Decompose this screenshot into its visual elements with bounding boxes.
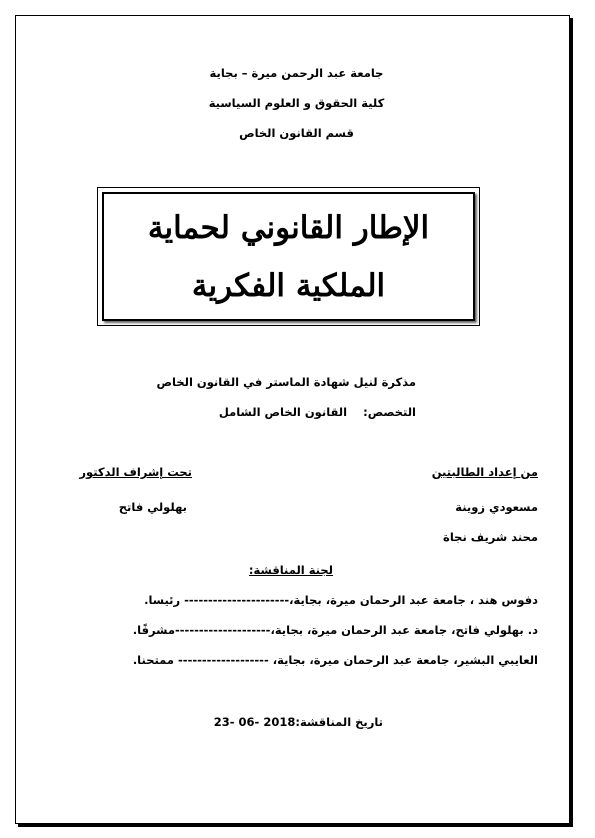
member-2-role: مشرفًا. — [132, 623, 175, 637]
student-name-1: مسعودي زوينة — [455, 500, 538, 514]
committee-member-3 — [133, 653, 538, 667]
degree-statement: مذكرة لنيل شهادة الماستر في القانون الخاص — [156, 375, 416, 389]
title-line-1: الإطار القانوني لحماية — [147, 210, 430, 246]
member-3-role: ممتحنا. — [132, 653, 175, 667]
member-3-dashes: ------------------- — [178, 653, 269, 667]
member-2-name: د. بهلولي فاتح، جامعة عبد الرحمان ميرة، بجاية، — [270, 623, 538, 637]
member-1-dashes: ---------------------- — [184, 593, 290, 607]
title-line-2: الملكية الفكرية — [191, 268, 386, 304]
defense-date-label: تاريخ المناقشة: — [295, 715, 383, 729]
member-1-role: رئيسا. — [144, 593, 181, 607]
member-2-dashes: -------------------- — [175, 623, 271, 637]
department-name: قسم القانون الخاص — [239, 126, 354, 140]
university-name: جامعة عبد الرحمن ميرة – بجاية — [209, 66, 384, 80]
student-name-2: محند شريف نجاة — [443, 530, 538, 544]
specialty-label: التخصص: — [363, 405, 416, 419]
committee-label: لجنة المناقشة: — [248, 563, 333, 577]
supervisor-label: تحت إشراف الدكتور — [79, 465, 192, 479]
specialty-line — [219, 405, 416, 419]
member-1-name: دفوس هند ، جامعة عبد الرحمان ميرة، بجاية، — [289, 593, 538, 607]
title-box — [97, 187, 480, 326]
faculty-name: كلية الحقوق و العلوم السياسية — [208, 96, 385, 110]
committee-member-2 — [133, 623, 538, 637]
specialty-value: القانون الخاص الشامل — [218, 405, 348, 419]
defense-date-value: 23- 06- 2018 — [213, 715, 296, 729]
supervisor-name: بهلولي فاتح — [118, 500, 187, 514]
students-label: من إعداد الطالبتين — [431, 465, 538, 479]
defense-date-line — [214, 715, 383, 729]
committee-member-1 — [144, 593, 538, 607]
member-3-name: العايبي البشير، جامعة عبد الرحمان ميرة، بجاية، — [272, 653, 538, 667]
